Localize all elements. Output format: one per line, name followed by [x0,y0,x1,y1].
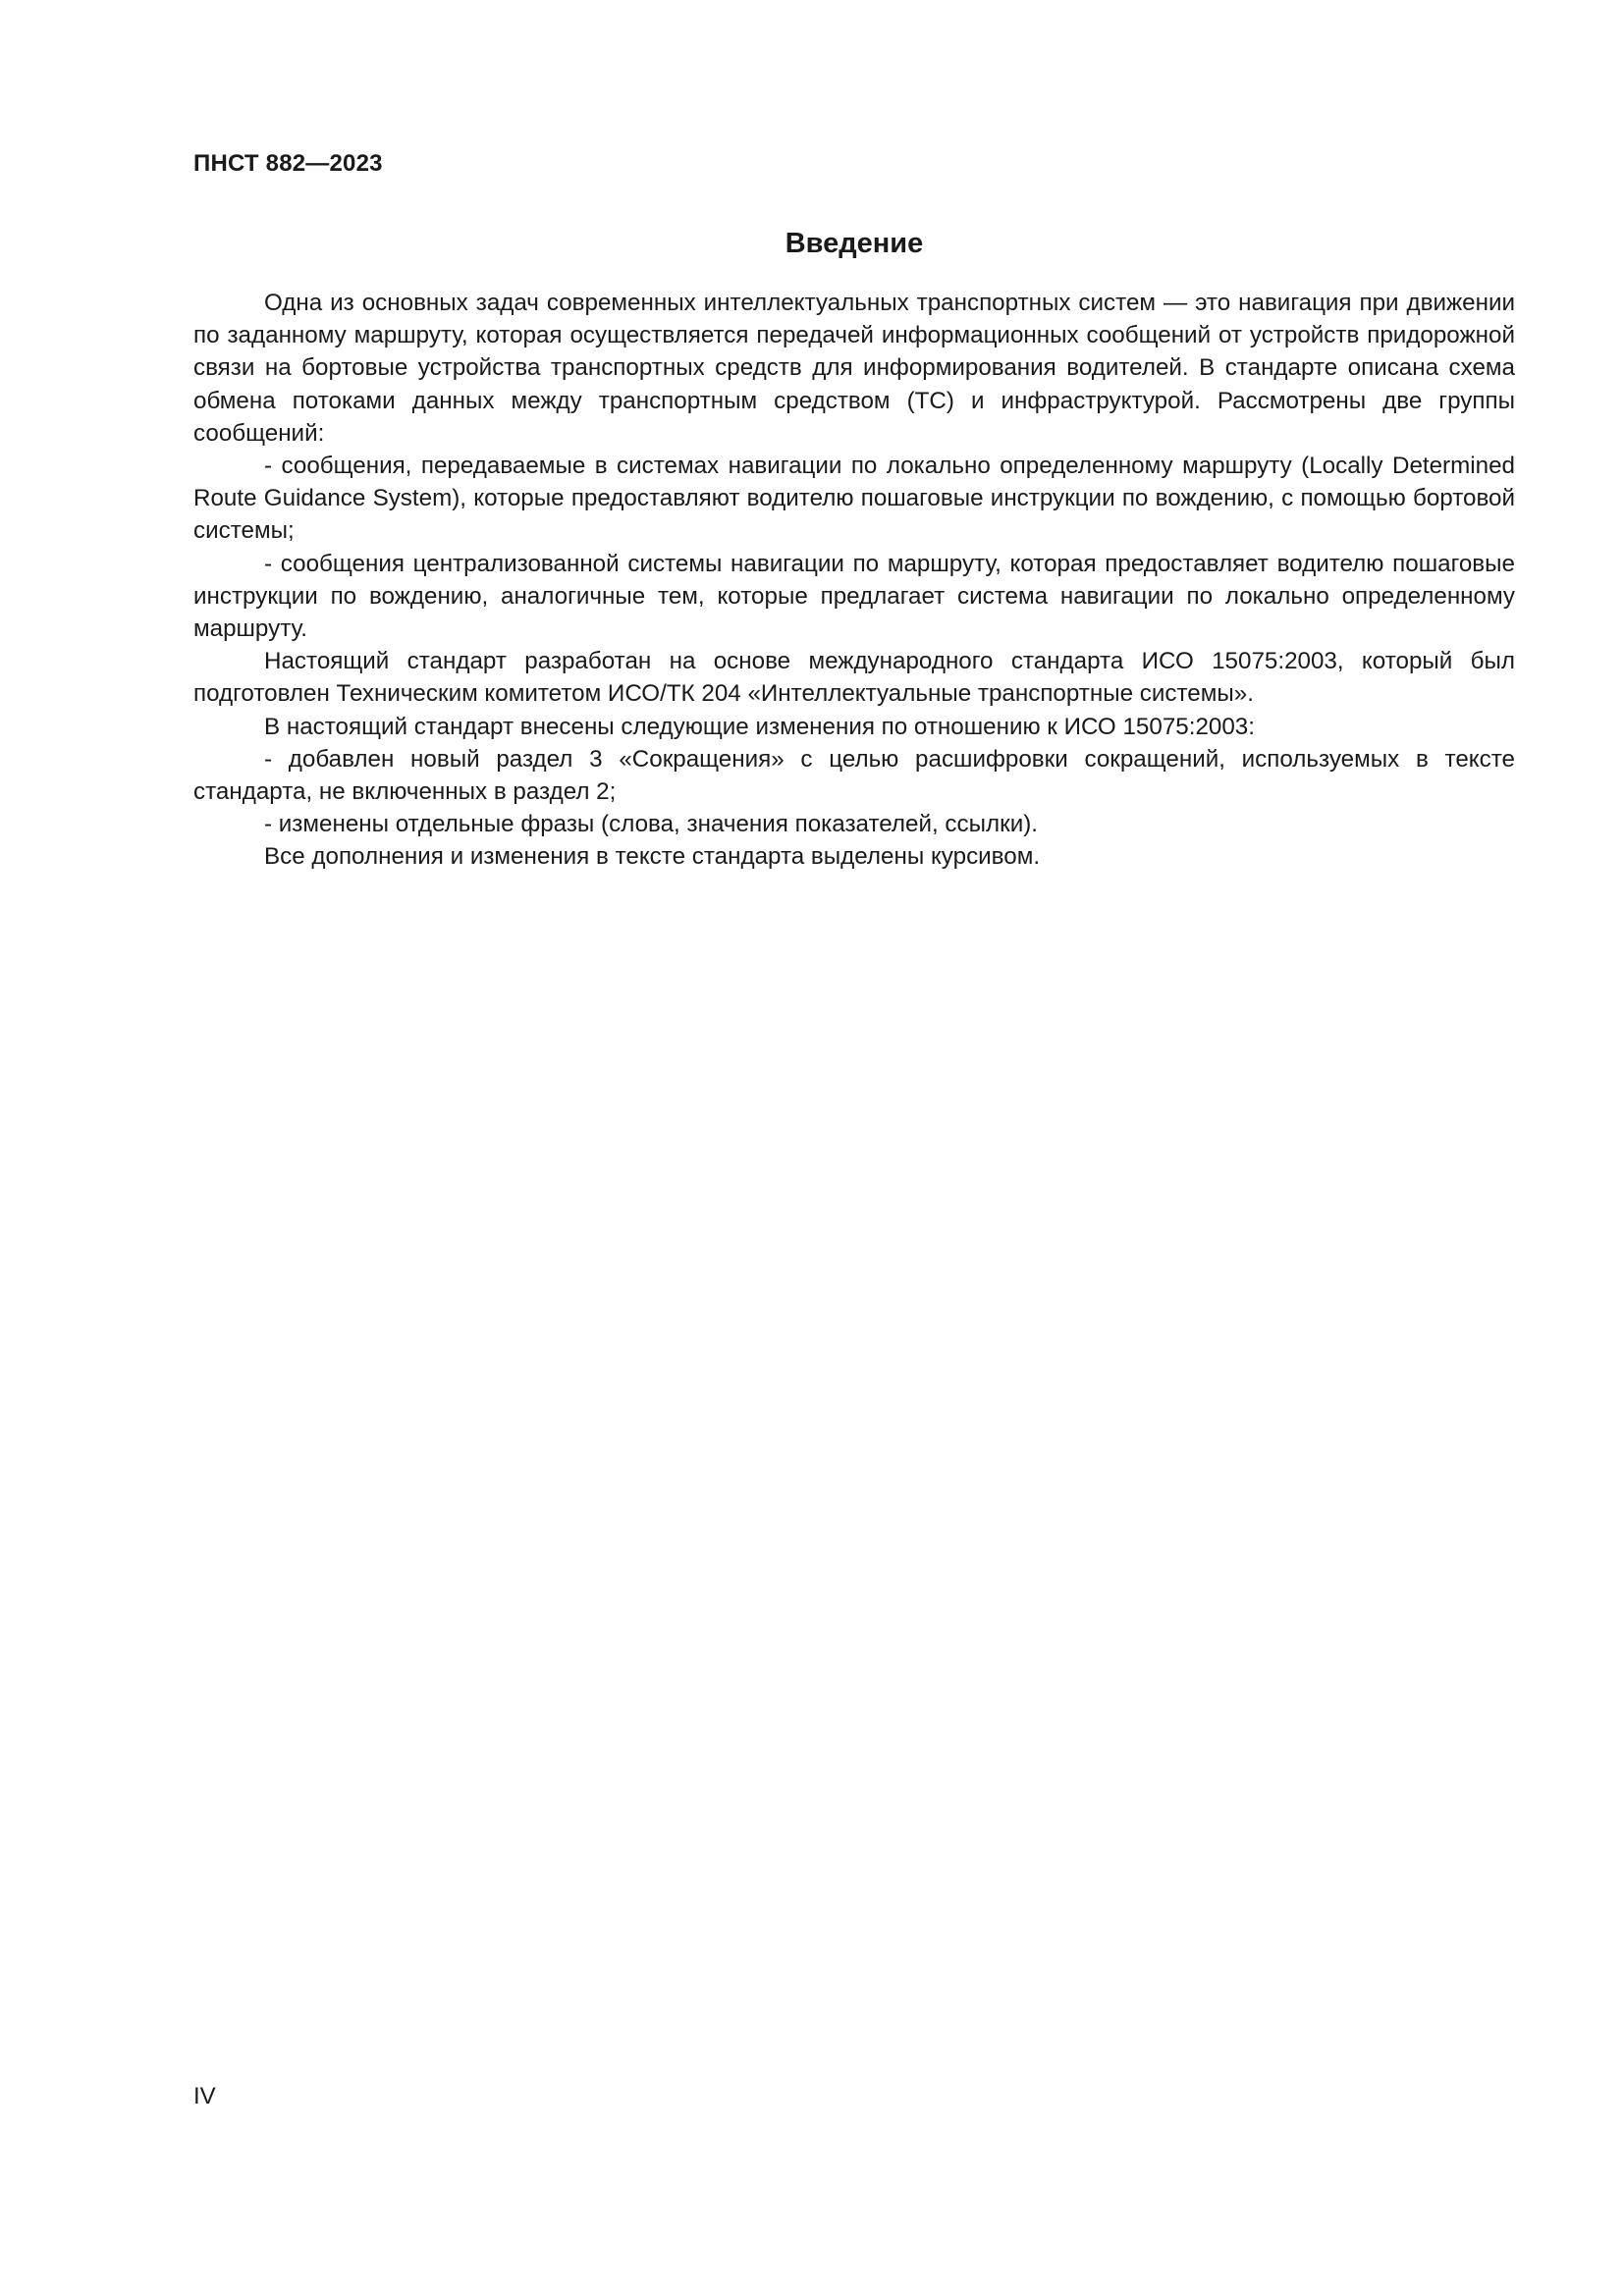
introduction-body [193,287,1515,874]
paragraph-intro: Одна из основных задач современных интеллектуальных транспортных систем — это навигация при движении по заданному маршруту, которая осуществляется передачей информационных сообщений от устройств придорожной связи на бортовые устройства транспортных средств для информирования водителей. В стандарте описана схема обмена потоками данных между транспортным средством (ТС) и инфраструктурой. Рассмотрены две группы сообщений: [193,290,1515,447]
paragraph-basis-standard: Настоящий стандарт разработан на основе международного стандарта ИСО 15075:2003, который был подготовлен Техническим комитетом ИСО/ТК 204 «Интеллектуальные транспортные системы». [193,648,1515,708]
paragraph-italics-note: Все дополнения и изменения в тексте стандарта выделены курсивом. [264,843,1041,871]
list-item-changed-phrases: - изменены отдельные фразы (слова, значения показателей, ссылки). [264,811,1038,838]
list-item-local-guidance: - сообщения, передаваемые в системах навигации по локально определенному маршруту (Locally Determined Route Guidance System), которые предоставляют водителю пошаговые инструкции по вождению, с помощью бортовой системы; [193,453,1515,545]
document-code-header: ПНСТ 882—2023 [193,150,383,177]
section-title: Введение [785,228,924,259]
paragraph-changes-intro: В настоящий стандарт внесены следующие изменения по отношению к ИСО 15075:2003: [264,713,1255,740]
list-item-new-section: - добавлен новый раздел 3 «Сокращения» с целью расшифровки сокращений, используемых в тексте стандарта, не включенных в раздел 2; [193,745,1515,806]
page-number: IV [193,2083,216,2109]
list-item-central-guidance: - сообщения централизованной системы навигации по маршруту, которая предоставляет водителю пошаговые инструкции по вождению, аналогичные тем, которые предлагает система навигации по локально определенному маршруту. [193,550,1515,643]
